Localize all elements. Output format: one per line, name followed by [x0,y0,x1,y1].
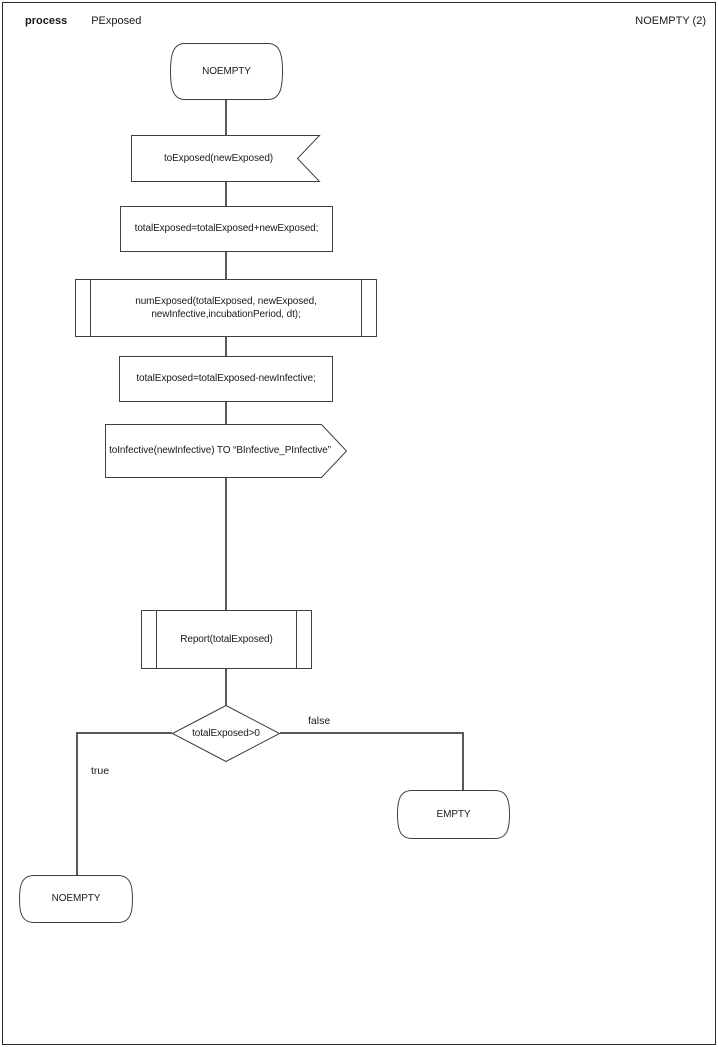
node-label: totalExposed=totalExposed-newInfective; [136,373,316,385]
connector [225,100,227,136]
node-label [75,279,377,337]
connector [225,181,227,206]
node-label-line1: numExposed(totalExposed, newExposed, [135,295,317,307]
connector [225,401,227,424]
connector [225,336,227,356]
diagram-header [25,15,141,27]
node-input-signal[interactable] [131,135,320,182]
page-title: NOEMPTY (2) [635,15,706,27]
process-keyword: process [25,15,68,27]
branch-label-false: false [308,715,331,727]
node-empty-state[interactable] [397,790,510,839]
connector [225,668,227,705]
node-start-state[interactable] [170,43,283,100]
node-label: Report(totalExposed) [180,633,273,645]
connector-false-branch [462,732,464,790]
branch-label-true: true [91,765,110,777]
node-label: NOEMPTY [51,893,101,905]
connector-true-branch [76,732,78,875]
node-label: NOEMPTY [202,65,251,77]
process-name: PExposed [91,15,142,27]
connector [225,251,227,279]
node-label: EMPTY [436,808,471,820]
node-label: totalExposed=totalExposed+newExposed; [134,223,319,235]
node-output-signal[interactable] [105,424,347,478]
node-procedure-report[interactable] [141,610,312,669]
node-label: toInfective(newInfective) TO “BInfective_PInfective” [109,445,331,457]
connector [225,477,227,610]
node-label: totalExposed>0 [192,727,260,739]
node-label-line2: newInfective,incubationPeriod, dt); [151,309,301,320]
connector-false-branch [280,732,464,734]
node-label: toExposed(newExposed) [163,152,274,164]
node-procedure-numexposed[interactable] [75,279,377,337]
node-decision[interactable] [172,705,280,762]
connector-true-branch [76,732,172,734]
node-task-assign-add[interactable] [120,206,333,252]
node-task-assign-sub[interactable] [119,356,333,402]
node-noempty-state[interactable] [19,875,133,923]
